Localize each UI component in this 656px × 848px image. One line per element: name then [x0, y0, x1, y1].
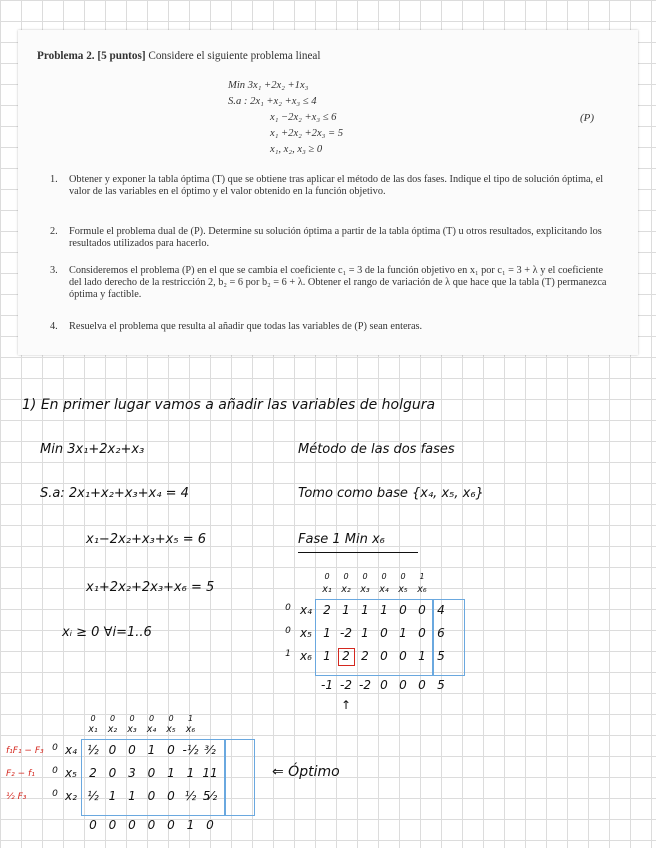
reduced-cost: 0: [89, 818, 97, 832]
problem-heading-text: Considere el siguiente problema lineal: [148, 50, 321, 62]
cost-label: 0: [168, 714, 174, 723]
table-cell: 0: [399, 603, 407, 617]
cost-label: 0: [90, 714, 96, 723]
row-cost: 0: [52, 743, 58, 753]
reduced-cost: 0: [147, 818, 156, 832]
column-header: x₂: [107, 724, 118, 735]
note-method: Método de las dos fases: [298, 442, 455, 457]
column-header: x₄: [379, 584, 389, 595]
table-cell: 4: [437, 603, 445, 617]
note-objective: Min 3x₁+2x₂+x₃: [40, 442, 145, 457]
row-operation-label: F₂ − f₁: [6, 769, 35, 779]
reduced-cost: 0: [418, 678, 426, 692]
table-cell: 5: [437, 649, 445, 663]
reduced-cost: -2: [359, 678, 371, 692]
question-text: Resuelva el problema que resulta al añadir que todas las variables de (P) sean enteras.: [69, 321, 423, 332]
table-cell: 0: [108, 743, 117, 757]
table-cell: 0: [128, 743, 136, 757]
basis-variable: x₅: [65, 766, 77, 780]
basis-variable: x₅: [300, 626, 312, 640]
table-cell: 1: [380, 603, 388, 617]
table-cell: 5⁄₂: [202, 789, 218, 803]
lp-constraint-2: x₁ −2x₂ +x₃ ≤ 6: [270, 112, 337, 123]
table-cell: 3: [128, 766, 136, 780]
column-header: x₄: [146, 724, 157, 735]
cost-label: 1: [419, 572, 425, 581]
row-cost: 0: [285, 626, 291, 636]
table-cell: 0: [380, 649, 388, 663]
table-cell: 2: [89, 766, 97, 780]
reduced-cost: 0: [399, 678, 407, 692]
reduced-cost: -2: [340, 678, 352, 692]
pivot-box: [338, 648, 355, 666]
column-header: x₅: [398, 584, 408, 595]
lp-constraint-1: S.a : 2x₁ +x₂ +x₃ ≤ 4: [228, 96, 317, 107]
question-text: Formule el problema dual de (P). Determine su solución óptima a partir de la tabla óptima (T) u otros resultados, explicitando los resultados utilizados para hacerlo.: [69, 226, 602, 250]
table-cell: 0: [167, 789, 175, 803]
table-cell: 1: [418, 649, 426, 663]
reduced-cost: 0: [128, 818, 136, 832]
table-cell: ½: [87, 789, 99, 803]
lp-constraint-3: x₁ +2x₂ +2x₃ = 5: [270, 128, 344, 139]
table-cell: -2: [340, 626, 352, 640]
row-cost: 1: [285, 649, 291, 659]
column-header: x₃: [360, 584, 370, 595]
reduced-cost: 5: [437, 678, 445, 692]
cost-label: 0: [129, 714, 135, 723]
reduced-cost: 0: [167, 818, 175, 832]
table-cell: ³⁄₂: [204, 743, 216, 757]
cost-label: 0: [343, 572, 349, 581]
reduced-cost: 0: [108, 818, 117, 832]
phase-underline: [298, 552, 418, 553]
lp-objective: Min 3x₁ +2x₂ +1x₃: [228, 80, 309, 91]
basis-variable: x₄: [65, 743, 77, 757]
note-constraint-3: x₁+2x₂+2x₃+x₆ = 5: [86, 580, 215, 595]
column-header: x₆: [417, 584, 427, 595]
basis-variable: x₂: [65, 789, 77, 803]
cost-label: 0: [381, 572, 387, 581]
rhs-divider: [224, 740, 226, 815]
table-cell: 0: [147, 789, 156, 803]
note-constraint-2: x₁−2x₂+x₃+x₅ = 6: [86, 532, 206, 547]
cost-label: 0: [148, 714, 155, 723]
note-optimo: ⇐ Óptimo: [272, 764, 340, 780]
question-number: 4.: [50, 321, 58, 332]
cost-label: 1: [187, 714, 194, 723]
row-cost: 0: [52, 766, 58, 776]
column-header: x₆: [185, 724, 196, 735]
table-cell: 2: [342, 649, 350, 663]
table-cell: 1: [108, 789, 117, 803]
question-text: Obtener y exponer la tabla óptima (T) que se obtiene tras aplicar el método de las dos fases. Indique el tipo de solución óptima, el valor de las variables en el óptimo y el valor obtenido en la función objetivo.: [69, 174, 604, 198]
row-cost: 0: [52, 789, 58, 799]
problem-heading: [37, 50, 321, 62]
table-cell: 1: [186, 766, 195, 780]
cost-label: 0: [362, 572, 368, 581]
table-cell: 1: [147, 743, 156, 757]
table-cell: ½: [87, 743, 99, 757]
note-phase: Fase 1 Min x₆: [298, 532, 385, 547]
column-header: x₅: [166, 724, 176, 735]
table-cell: ½: [184, 789, 197, 803]
lp-nonnegativity: x₁, x₂, x₃ ≥ 0: [270, 144, 323, 155]
table-cell: 0: [399, 649, 407, 663]
table-cell: 0: [147, 766, 156, 780]
column-header: x₃: [127, 724, 137, 735]
table-cell: 2: [361, 649, 369, 663]
basis-variable: x₄: [300, 603, 312, 617]
reduced-cost: 0: [206, 818, 214, 832]
table-cell: 1: [167, 766, 175, 780]
row-operation-label: ½ F₃: [6, 792, 27, 802]
table-cell: 1: [399, 626, 407, 640]
table-cell: 1: [361, 626, 369, 640]
table-cell: 1: [323, 649, 331, 663]
table-cell: 0: [380, 626, 388, 640]
row-cost: 0: [285, 603, 291, 613]
row-operation-label: f₁F₁ − F₃: [6, 746, 44, 756]
basis-variable: x₆: [300, 649, 312, 663]
question-number: 2.: [50, 226, 58, 237]
table-cell: 1: [342, 603, 350, 617]
table-cell: 0: [418, 603, 426, 617]
table-cell: 6: [437, 626, 445, 640]
cost-label: 0: [109, 714, 116, 723]
cost-label: 0: [324, 572, 330, 581]
question-number: 1.: [50, 174, 58, 185]
table-cell: -½: [182, 743, 199, 757]
table-cell: 1: [361, 603, 369, 617]
column-header: x₁: [88, 724, 98, 735]
note-basis: Tomo como base {x₄, x₅, x₆}: [298, 486, 484, 501]
table-cell: 2: [323, 603, 331, 617]
entering-arrow: ↑: [340, 698, 352, 712]
reduced-cost: -1: [321, 678, 333, 692]
column-header: x₁: [322, 584, 332, 595]
problem-tag: (P): [580, 112, 595, 124]
note-intro: 1) En primer lugar vamos a añadir las variables de holgura: [22, 397, 436, 413]
table-cell: 0: [167, 743, 175, 757]
table-cell: 0: [418, 626, 426, 640]
column-header: x₂: [341, 584, 351, 595]
problem-heading-bold: Problema 2. [5 puntos]: [37, 50, 146, 62]
table-cell: 11: [202, 766, 218, 780]
table-cell: 1: [323, 626, 331, 640]
note-constraint-1: S.a: 2x₁+x₂+x₃+x₄ = 4: [40, 486, 189, 501]
reduced-cost: 0: [380, 678, 388, 692]
table-cell: 0: [108, 766, 117, 780]
question-text: Consideremos el problema (P) en el que se cambia el coeficiente c₁ = 3 de la función objetivo en x₁ por c₁ = 3 + λ y el coeficiente del lado derecho de la restricción 2, b₂ = 6 por b₂ = 6 + λ. Obtener el rango de variación de λ que hace que la tabla (T) permanezca óptima y factible.: [69, 265, 607, 301]
reduced-cost: 1: [186, 818, 195, 832]
note-nonnegativity: xᵢ ≥ 0 ∀i=1..6: [62, 625, 152, 640]
question-number: 3.: [50, 265, 58, 276]
table-cell: 1: [128, 789, 136, 803]
cost-label: 0: [400, 572, 406, 581]
